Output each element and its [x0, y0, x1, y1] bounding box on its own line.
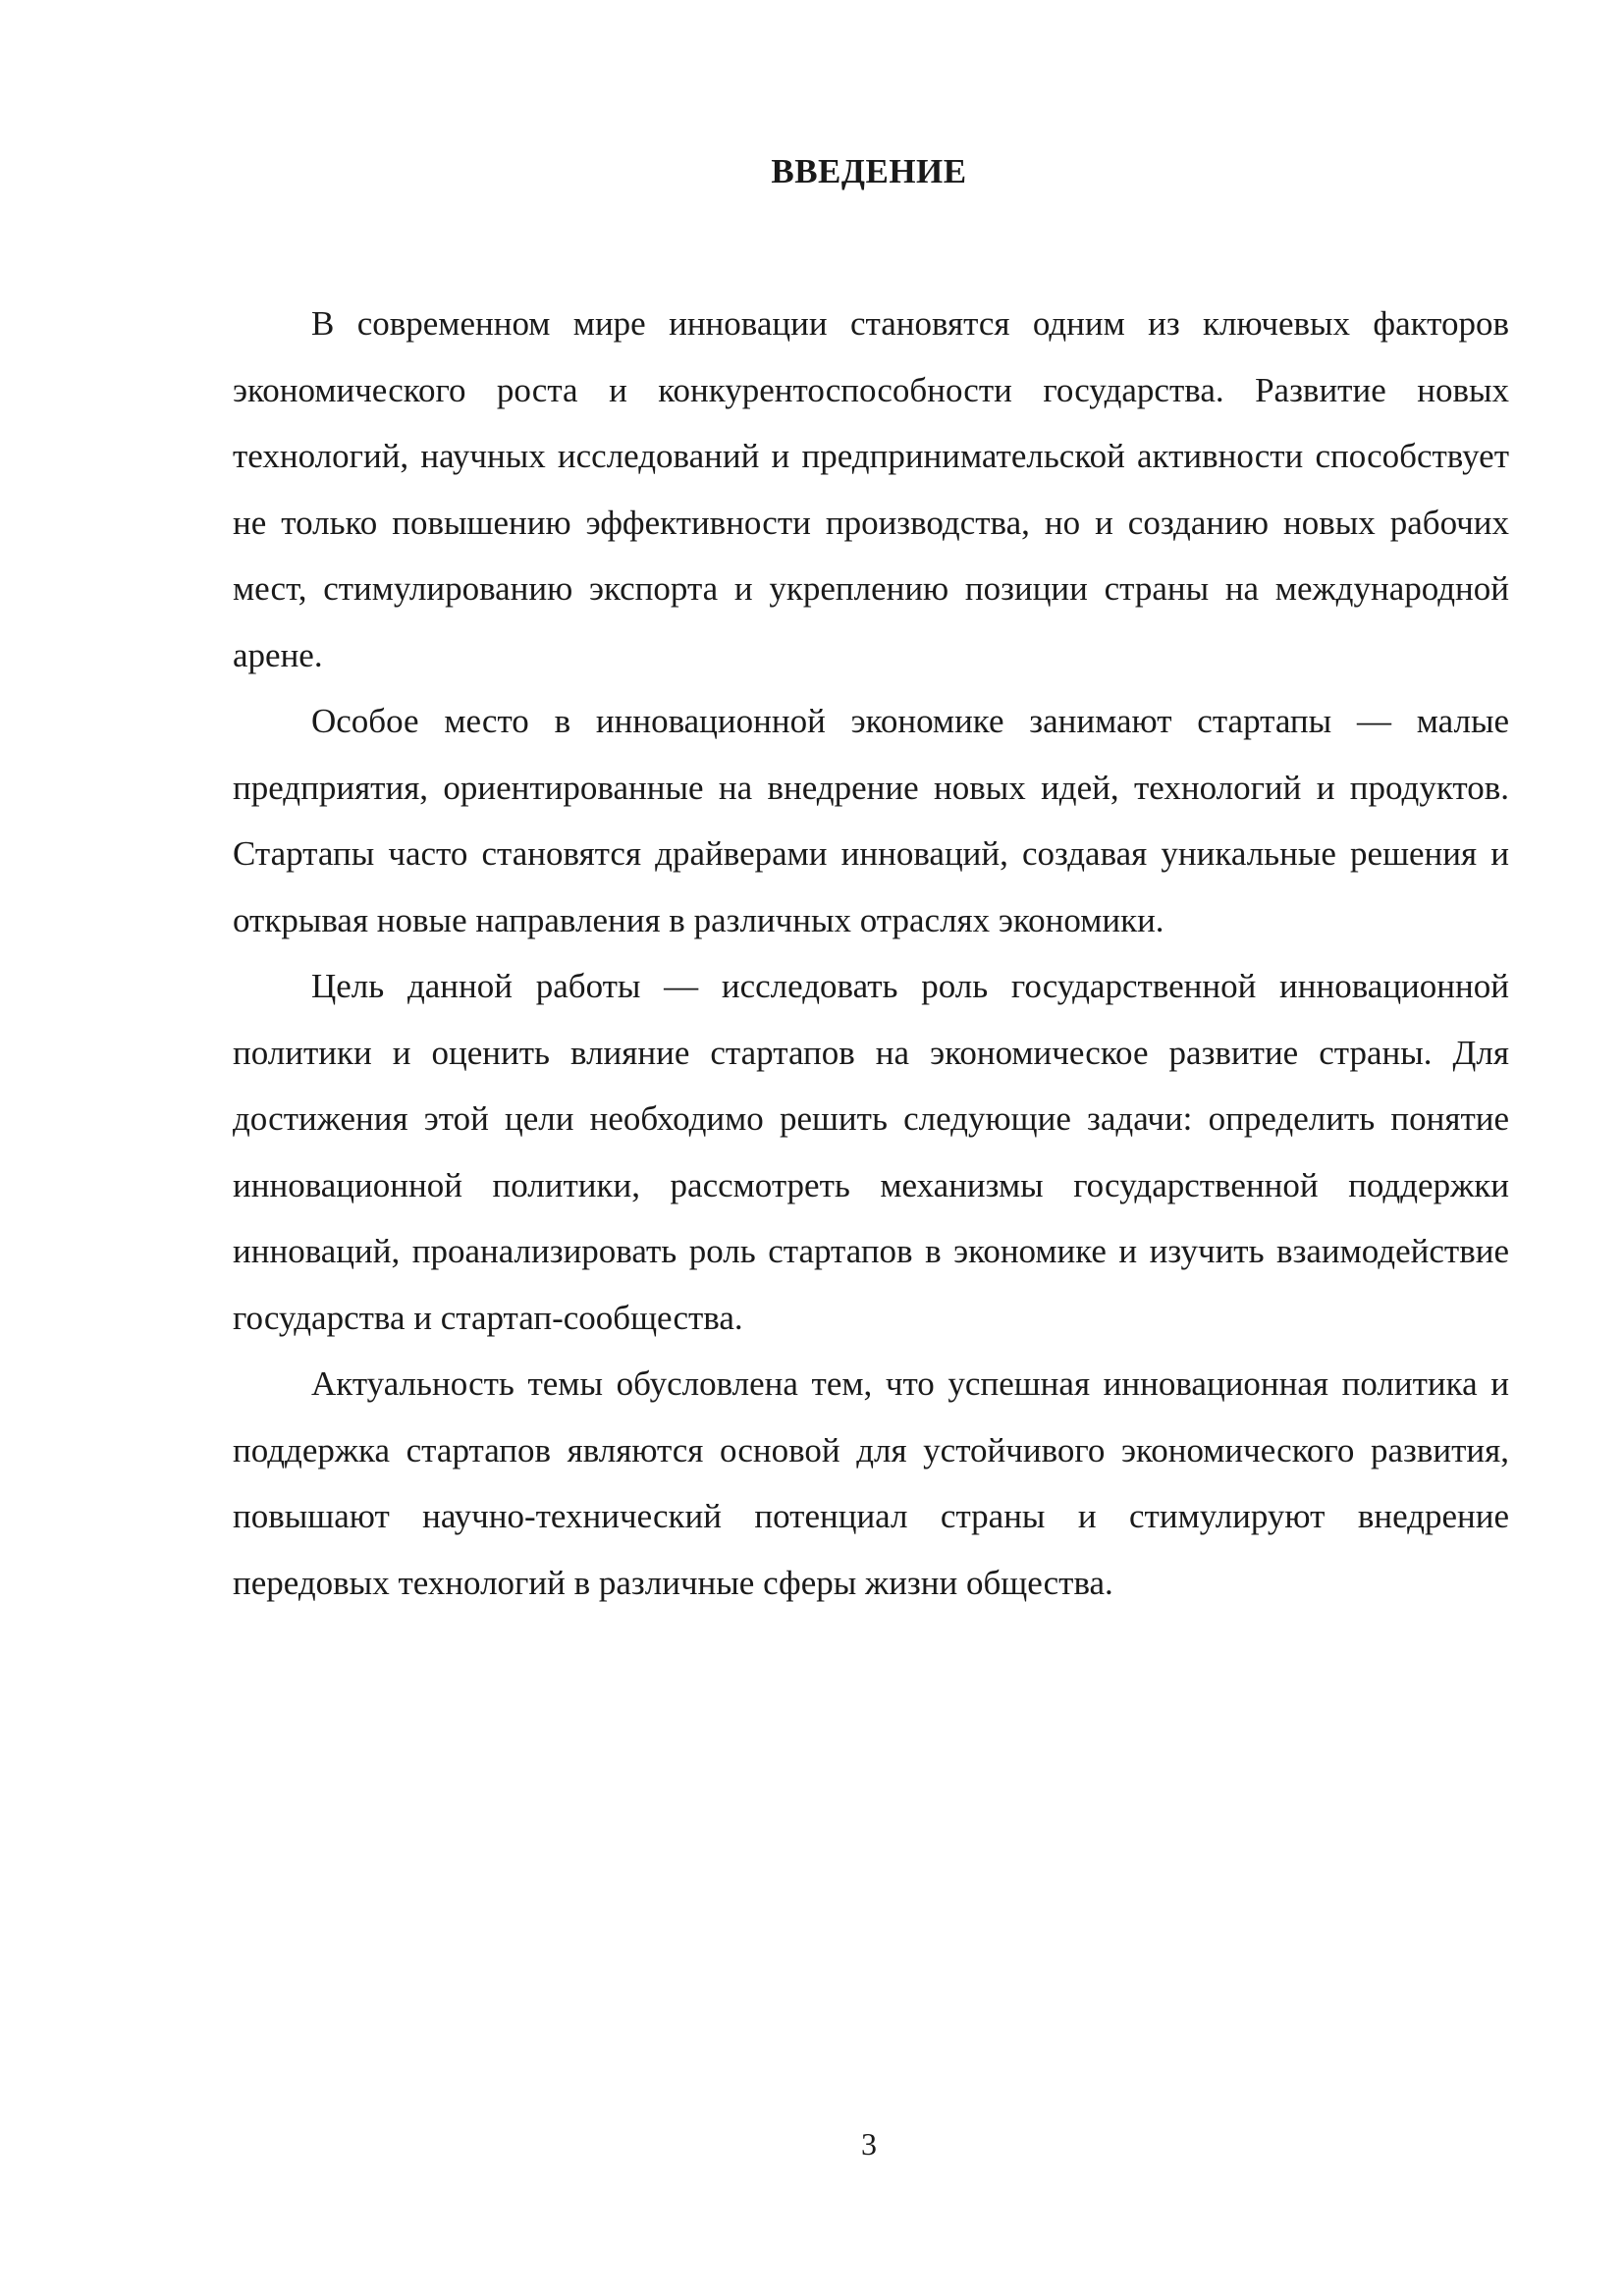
paragraph-relevance: Актуальность темы обусловлена тем, что успешная инновационная политика и поддержка стартапов являются основой для устойчивого экономического развития, повышают научно-технический потенциал страны и стимулируют внедрение передовых технологий в различные сферы жизни общества.: [233, 1364, 1509, 1602]
paragraph-goal: Цель данной работы — исследовать роль государственной инновационной политики и оценить влияние стартапов на экономическое развитие страны. Для достижения этой цели необходимо решить следующие задачи: определить понятие инновационной политики, рассмотреть механизмы государственной поддержки инноваций, проанализировать роль стартапов в экономике и изучить взаимодействие государства и стартап-сообщества.: [233, 967, 1509, 1337]
page-number: 3: [861, 2126, 877, 2162]
paragraph-startups: Особое место в инновационной экономике занимают стартапы — малые предприятия, ориентированные на внедрение новых идей, технологий и продуктов. Стартапы часто становятся драйверами инноваций, создавая уникальные решения и открывая новые направления в различных отраслях экономики.: [233, 702, 1509, 939]
section-title: ВВЕДЕНИЕ: [771, 152, 967, 190]
paragraph-intro: В современном мире инновации становятся одним из ключевых факторов экономического роста и конкурентоспособности государства. Развитие новых технологий, научных исследований и предпринимательской активности способствует не только повышению эффективности производства, но и созданию новых рабочих мест, стимулированию экспорта и укреплению позиции страны на международной арене.: [233, 304, 1509, 674]
body-text: [233, 291, 1509, 1616]
